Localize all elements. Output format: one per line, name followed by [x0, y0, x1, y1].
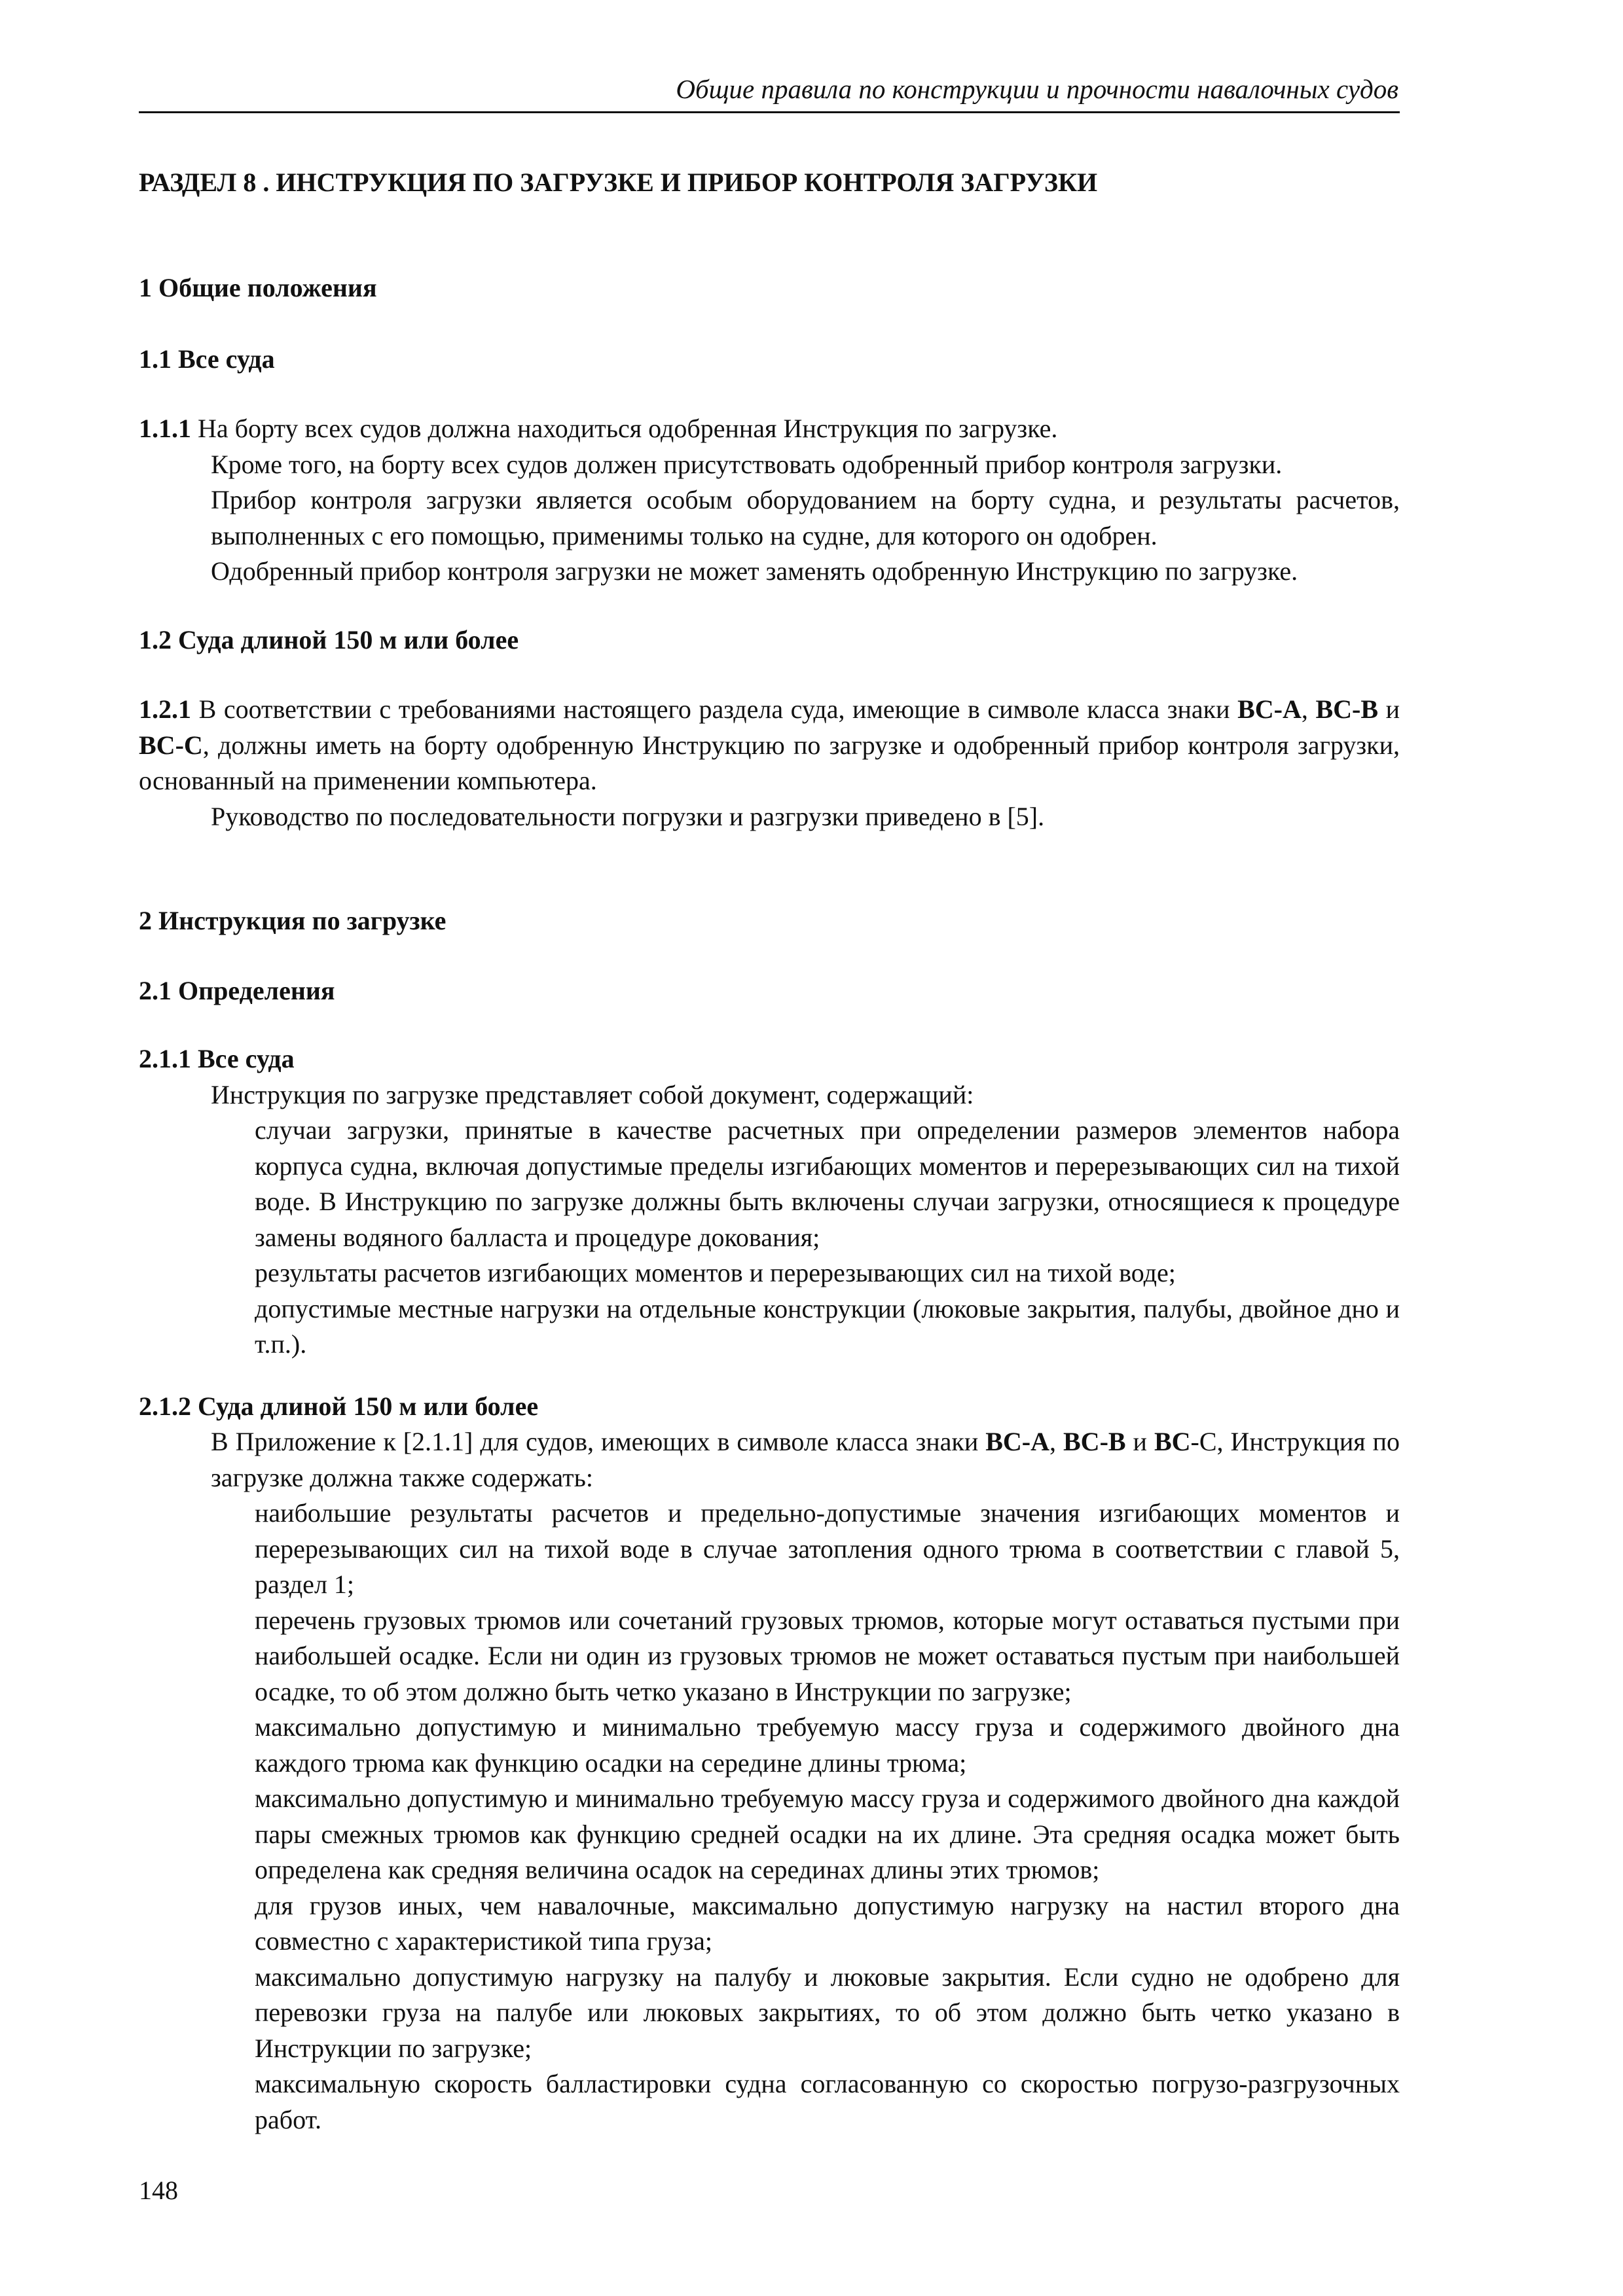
- header-rule: [139, 111, 1400, 113]
- section-title: РАЗДЕЛ 8 . ИНСТРУКЦИЯ ПО ЗАГРУЗКЕ И ПРИБОР КОНТРОЛЯ ЗАГРУЗКИ: [139, 168, 1098, 197]
- running-header: Общие правила по конструкции и прочности навалочных судов: [676, 74, 1398, 104]
- paragraph-text: На борту всех судов должна находиться одобренная Инструкция по загрузке.: [191, 414, 1058, 443]
- heading-1: 1 Общие положения: [139, 273, 377, 302]
- page-body: [139, 154, 1400, 2138]
- paragraph: Прибор контроля загрузки является особым оборудованием на борту судна, и результаты расчетов, выполненных с его помощью, применимы только на судне, для которого он одобрен.: [211, 485, 1400, 550]
- paragraph-1-1-1: [139, 411, 1400, 447]
- heading-2-1-2: 2.1.2 Суда длиной 150 м или более: [139, 1391, 539, 1421]
- class-mark: BC-A: [985, 1427, 1050, 1456]
- heading-2-1-1: 2.1.1 Все суда: [139, 1044, 295, 1073]
- class-mark: BC: [1154, 1427, 1191, 1456]
- paragraph: Инструкция по загрузке представляет собой документ, содержащий:: [211, 1079, 974, 1109]
- list-item: допустимые местные нагрузки на отдельные конструкции (люковые закрытия, палубы, двойное дно и т.п.).: [255, 1293, 1400, 1359]
- clause-number: 1.2.1: [139, 694, 191, 724]
- heading-1-2: 1.2 Суда длиной 150 м или более: [139, 624, 519, 655]
- list-item: максимально допустимую и минимально требуемую массу груза и содержимого двойного дна каждого трюма как функцию осадки на середине длины трюма;: [255, 1712, 1400, 1778]
- class-mark: BC-A: [1237, 694, 1302, 724]
- page-number: 148: [139, 2176, 178, 2205]
- list-item: для грузов иных, чем навалочные, максимально допустимую нагрузку на настил второго дна совместно с характеристикой типа груза;: [255, 1890, 1400, 1956]
- list-item: максимально допустимую нагрузку на палубу и люковые закрытия. Если судно не одобрено для перевозки груза на палубе или люковых закрытиях, то об этом должно быть четко указано в Инструкции по загрузке;: [255, 1962, 1400, 2063]
- list-item: максимальную скорость балластировки судна согласованную со скоростью погрузо-разгрузочных работ.: [255, 2069, 1400, 2134]
- class-mark: BC-B: [1315, 694, 1379, 724]
- heading-2-1: 2.1 Определения: [139, 975, 335, 1005]
- heading-2: 2 Инструкция по загрузке: [139, 906, 447, 935]
- list-item: перечень грузовых трюмов или сочетаний грузовых трюмов, которые могут оставаться пустыми при наибольшей осадке. Если ни один из грузовых трюмов не может оставаться пустым при наибольшей осадке, то об этом должно быть четко указано в Инструкции по загрузке;: [255, 1605, 1400, 1706]
- paragraph: В Приложение к [2.1.1] для судов, имеющих в символе класса знаки BC-A, BC-B и BC-C, Инструкция по загрузке должна также содержать:: [211, 1427, 1400, 1492]
- list-item: результаты расчетов изгибающих моментов и перерезывающих сил на тихой воде;: [255, 1258, 1176, 1287]
- list-item: случаи загрузки, принятые в качестве расчетных при определении размеров элементов набора корпуса судна, включая допустимые пределы изгибающих моментов и перерезывающих сил на тихой воде. В Инструкцию по загрузке должны быть включены случаи загрузки, относящиеся к процедуре замены водяного балласта и процедуре докования;: [255, 1115, 1400, 1252]
- paragraph: Кроме того, на борту всех судов должен присутствовать одобренный прибор контроля загрузки.: [211, 449, 1283, 479]
- paragraph-1-2-1: 1.2.1 В соответствии с требованиями настоящего раздела суда, имеющие в символе класса знаки BC-A, BC-B и BC-C, должны иметь на борту одобренную Инструкцию по загрузке и одобренный прибор контроля загрузки, основанный на применении компьютера.: [139, 694, 1400, 795]
- list-item: максимально допустимую и минимально требуемую массу груза и содержимого двойного дна каждой пары смежных трюмов как функцию средней осадки на их длине. Эта средняя осадка может быть определена как средняя величина осадок на серединах длины этих трюмов;: [255, 1784, 1400, 1884]
- list-item: наибольшие результаты расчетов и предельно-допустимые значения изгибающих моментов и перерезывающих сил на тихой воде в случае затопления одного трюма в соответствии с главой 5, раздел 1;: [255, 1498, 1400, 1599]
- clause-number: 1.1.1: [139, 414, 191, 443]
- class-mark: BC-C: [139, 730, 203, 760]
- heading-1-1: 1.1 Все суда: [139, 344, 275, 374]
- paragraph: Руководство по последовательности погрузки и разгрузки приведено в [5].: [211, 801, 1045, 831]
- paragraph: Одобренный прибор контроля загрузки не может заменять одобренную Инструкцию по загрузке.: [211, 556, 1298, 586]
- class-mark: BC-B: [1063, 1427, 1126, 1456]
